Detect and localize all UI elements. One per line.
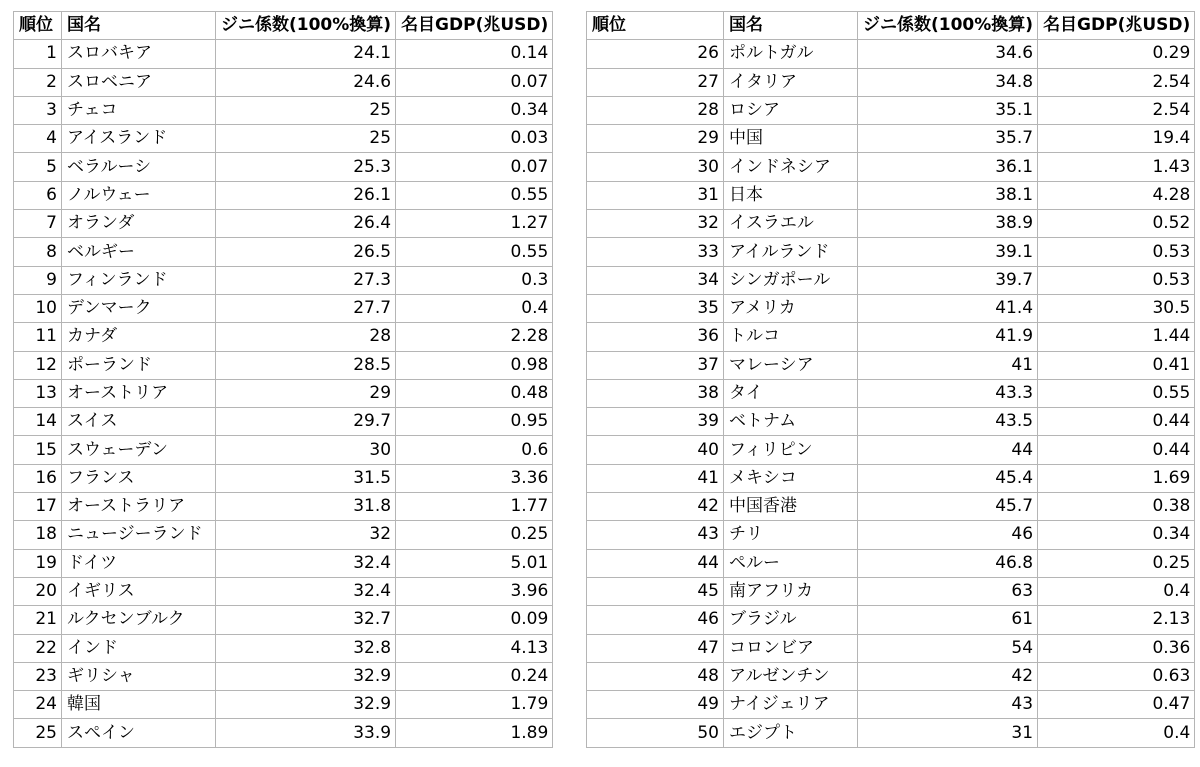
gini-cell: 63 bbox=[858, 577, 1038, 605]
rank-cell: 42 bbox=[587, 493, 724, 521]
gdp-cell: 3.96 bbox=[396, 577, 553, 605]
table-row bbox=[14, 577, 553, 605]
header-rank: 順位 bbox=[587, 12, 724, 40]
table-row bbox=[14, 351, 553, 379]
table-row bbox=[587, 408, 1195, 436]
rank-cell: 23 bbox=[14, 662, 62, 690]
gini-cell: 41 bbox=[858, 351, 1038, 379]
country-cell: フィリピン bbox=[724, 436, 858, 464]
table-row bbox=[14, 125, 553, 153]
gini-cell: 32.4 bbox=[216, 577, 396, 605]
country-cell: カナダ bbox=[62, 323, 216, 351]
table-row bbox=[14, 96, 553, 124]
country-cell: アイルランド bbox=[724, 238, 858, 266]
gdp-cell: 0.14 bbox=[396, 40, 553, 68]
country-cell: アメリカ bbox=[724, 294, 858, 322]
header-gini: ジニ係数(100%換算) bbox=[858, 12, 1038, 40]
gini-cell: 43 bbox=[858, 691, 1038, 719]
gini-cell: 61 bbox=[858, 606, 1038, 634]
gdp-cell: 0.34 bbox=[396, 96, 553, 124]
table-row bbox=[14, 719, 553, 747]
country-cell: イギリス bbox=[62, 577, 216, 605]
country-cell: スウェーデン bbox=[62, 436, 216, 464]
country-cell: ポーランド bbox=[62, 351, 216, 379]
gdp-cell: 0.98 bbox=[396, 351, 553, 379]
table-row bbox=[14, 408, 553, 436]
country-cell: ベトナム bbox=[724, 408, 858, 436]
rank-cell: 40 bbox=[587, 436, 724, 464]
table-row bbox=[587, 464, 1195, 492]
country-cell: ポルトガル bbox=[724, 40, 858, 68]
table-row bbox=[587, 96, 1195, 124]
gini-cell: 35.1 bbox=[858, 96, 1038, 124]
gdp-cell: 0.07 bbox=[396, 68, 553, 96]
header-country: 国名 bbox=[724, 12, 858, 40]
gini-cell: 32.8 bbox=[216, 634, 396, 662]
rank-cell: 18 bbox=[14, 521, 62, 549]
gdp-cell: 0.36 bbox=[1038, 634, 1195, 662]
gdp-cell: 0.55 bbox=[396, 181, 553, 209]
table-row bbox=[14, 266, 553, 294]
table-row bbox=[587, 634, 1195, 662]
gdp-cell: 4.28 bbox=[1038, 181, 1195, 209]
gini-cell: 25.3 bbox=[216, 153, 396, 181]
table-row bbox=[14, 493, 553, 521]
table-row bbox=[14, 238, 553, 266]
table-row bbox=[587, 379, 1195, 407]
gdp-cell: 2.28 bbox=[396, 323, 553, 351]
country-cell: チリ bbox=[724, 521, 858, 549]
table-row bbox=[14, 210, 553, 238]
rank-cell: 2 bbox=[14, 68, 62, 96]
rank-cell: 5 bbox=[14, 153, 62, 181]
table-row bbox=[14, 40, 553, 68]
rank-cell: 48 bbox=[587, 662, 724, 690]
rank-cell: 34 bbox=[587, 266, 724, 294]
gini-cell: 32.7 bbox=[216, 606, 396, 634]
rank-cell: 47 bbox=[587, 634, 724, 662]
rank-cell: 9 bbox=[14, 266, 62, 294]
gini-cell: 38.1 bbox=[858, 181, 1038, 209]
rank-cell: 38 bbox=[587, 379, 724, 407]
gdp-cell: 2.54 bbox=[1038, 68, 1195, 96]
rank-cell: 32 bbox=[587, 210, 724, 238]
country-cell: ニュージーランド bbox=[62, 521, 216, 549]
country-cell: ドイツ bbox=[62, 549, 216, 577]
gdp-cell: 5.01 bbox=[396, 549, 553, 577]
rank-cell: 29 bbox=[587, 125, 724, 153]
gini-cell: 29.7 bbox=[216, 408, 396, 436]
gdp-cell: 0.07 bbox=[396, 153, 553, 181]
gini-cell: 43.3 bbox=[858, 379, 1038, 407]
rank-cell: 50 bbox=[587, 719, 724, 747]
table-row bbox=[587, 577, 1195, 605]
gini-cell: 32.4 bbox=[216, 549, 396, 577]
gdp-cell: 0.95 bbox=[396, 408, 553, 436]
country-cell: マレーシア bbox=[724, 351, 858, 379]
gdp-cell: 0.47 bbox=[1038, 691, 1195, 719]
gdp-cell: 0.03 bbox=[396, 125, 553, 153]
rank-cell: 28 bbox=[587, 96, 724, 124]
rank-cell: 33 bbox=[587, 238, 724, 266]
country-cell: メキシコ bbox=[724, 464, 858, 492]
country-cell: コロンビア bbox=[724, 634, 858, 662]
table-row bbox=[587, 125, 1195, 153]
table-row bbox=[587, 153, 1195, 181]
gini-cell: 39.7 bbox=[858, 266, 1038, 294]
gdp-cell: 0.44 bbox=[1038, 408, 1195, 436]
table-row bbox=[587, 68, 1195, 96]
gini-cell: 41.4 bbox=[858, 294, 1038, 322]
gdp-cell: 30.5 bbox=[1038, 294, 1195, 322]
rank-cell: 17 bbox=[14, 493, 62, 521]
country-cell: ギリシャ bbox=[62, 662, 216, 690]
gini-cell: 39.1 bbox=[858, 238, 1038, 266]
country-cell: スロバキア bbox=[62, 40, 216, 68]
table-row bbox=[587, 493, 1195, 521]
gdp-cell: 0.6 bbox=[396, 436, 553, 464]
rank-cell: 44 bbox=[587, 549, 724, 577]
rank-cell: 24 bbox=[14, 691, 62, 719]
rank-cell: 30 bbox=[587, 153, 724, 181]
country-cell: スイス bbox=[62, 408, 216, 436]
gini-cell: 27.3 bbox=[216, 266, 396, 294]
rank-cell: 27 bbox=[587, 68, 724, 96]
country-cell: ロシア bbox=[724, 96, 858, 124]
gini-cell: 24.1 bbox=[216, 40, 396, 68]
table-row bbox=[587, 351, 1195, 379]
rank-cell: 26 bbox=[587, 40, 724, 68]
country-cell: フランス bbox=[62, 464, 216, 492]
gdp-cell: 0.41 bbox=[1038, 351, 1195, 379]
gini-cell: 34.6 bbox=[858, 40, 1038, 68]
gdp-cell: 0.55 bbox=[1038, 379, 1195, 407]
rank-cell: 41 bbox=[587, 464, 724, 492]
gini-cell: 26.5 bbox=[216, 238, 396, 266]
table-row bbox=[14, 379, 553, 407]
gdp-cell: 19.4 bbox=[1038, 125, 1195, 153]
rank-cell: 1 bbox=[14, 40, 62, 68]
gdp-cell: 1.69 bbox=[1038, 464, 1195, 492]
rank-cell: 10 bbox=[14, 294, 62, 322]
rank-cell: 20 bbox=[14, 577, 62, 605]
country-cell: 中国香港 bbox=[724, 493, 858, 521]
country-cell: ベルギー bbox=[62, 238, 216, 266]
gini-cell: 24.6 bbox=[216, 68, 396, 96]
country-cell: オーストリア bbox=[62, 379, 216, 407]
gini-cell: 36.1 bbox=[858, 153, 1038, 181]
gini-cell: 27.7 bbox=[216, 294, 396, 322]
country-cell: チェコ bbox=[62, 96, 216, 124]
table-row bbox=[587, 266, 1195, 294]
gini-cell: 35.7 bbox=[858, 125, 1038, 153]
gdp-cell: 1.43 bbox=[1038, 153, 1195, 181]
country-cell: アイスランド bbox=[62, 125, 216, 153]
gini-cell: 46.8 bbox=[858, 549, 1038, 577]
table-row bbox=[14, 436, 553, 464]
rank-cell: 19 bbox=[14, 549, 62, 577]
country-cell: フィンランド bbox=[62, 266, 216, 294]
table-row bbox=[587, 606, 1195, 634]
gini-cell: 29 bbox=[216, 379, 396, 407]
table-row bbox=[14, 662, 553, 690]
table-row bbox=[587, 294, 1195, 322]
gini-cell: 45.4 bbox=[858, 464, 1038, 492]
country-cell: イタリア bbox=[724, 68, 858, 96]
table-row bbox=[14, 606, 553, 634]
table-row bbox=[14, 691, 553, 719]
gdp-cell: 3.36 bbox=[396, 464, 553, 492]
rank-cell: 36 bbox=[587, 323, 724, 351]
table-row bbox=[587, 323, 1195, 351]
gdp-cell: 2.13 bbox=[1038, 606, 1195, 634]
gini-cell: 43.5 bbox=[858, 408, 1038, 436]
table-row bbox=[587, 436, 1195, 464]
gini-table-right bbox=[586, 11, 1195, 748]
gdp-cell: 1.77 bbox=[396, 493, 553, 521]
gdp-cell: 0.63 bbox=[1038, 662, 1195, 690]
gdp-cell: 0.09 bbox=[396, 606, 553, 634]
header-gdp: 名目GDP(兆USD) bbox=[1038, 12, 1195, 40]
rank-cell: 22 bbox=[14, 634, 62, 662]
country-cell: ノルウェー bbox=[62, 181, 216, 209]
table-row bbox=[587, 181, 1195, 209]
rank-cell: 31 bbox=[587, 181, 724, 209]
gdp-cell: 0.34 bbox=[1038, 521, 1195, 549]
country-cell: アルゼンチン bbox=[724, 662, 858, 690]
gini-cell: 26.4 bbox=[216, 210, 396, 238]
gini-cell: 25 bbox=[216, 96, 396, 124]
country-cell: インドネシア bbox=[724, 153, 858, 181]
rank-cell: 13 bbox=[14, 379, 62, 407]
table-row bbox=[587, 238, 1195, 266]
table-row bbox=[587, 521, 1195, 549]
table-row bbox=[587, 210, 1195, 238]
table-header-row bbox=[14, 12, 553, 40]
gini-cell: 25 bbox=[216, 125, 396, 153]
gdp-cell: 0.4 bbox=[396, 294, 553, 322]
gini-cell: 42 bbox=[858, 662, 1038, 690]
gdp-cell: 0.3 bbox=[396, 266, 553, 294]
country-cell: ナイジェリア bbox=[724, 691, 858, 719]
gdp-cell: 1.27 bbox=[396, 210, 553, 238]
gini-cell: 31.8 bbox=[216, 493, 396, 521]
gdp-cell: 0.52 bbox=[1038, 210, 1195, 238]
table-header-row bbox=[587, 12, 1195, 40]
table-row bbox=[14, 294, 553, 322]
table-row bbox=[587, 40, 1195, 68]
gini-cell: 32 bbox=[216, 521, 396, 549]
country-cell: スロベニア bbox=[62, 68, 216, 96]
country-cell: 韓国 bbox=[62, 691, 216, 719]
header-gini: ジニ係数(100%換算) bbox=[216, 12, 396, 40]
gdp-cell: 0.4 bbox=[1038, 577, 1195, 605]
rank-cell: 21 bbox=[14, 606, 62, 634]
rank-cell: 49 bbox=[587, 691, 724, 719]
country-cell: 南アフリカ bbox=[724, 577, 858, 605]
table-row bbox=[587, 662, 1195, 690]
table-row bbox=[14, 181, 553, 209]
gini-cell: 34.8 bbox=[858, 68, 1038, 96]
table-row bbox=[14, 521, 553, 549]
gdp-cell: 1.89 bbox=[396, 719, 553, 747]
rank-cell: 45 bbox=[587, 577, 724, 605]
country-cell: トルコ bbox=[724, 323, 858, 351]
gini-cell: 32.9 bbox=[216, 691, 396, 719]
country-cell: イスラエル bbox=[724, 210, 858, 238]
table-row bbox=[14, 464, 553, 492]
gdp-cell: 0.25 bbox=[1038, 549, 1195, 577]
gini-cell: 44 bbox=[858, 436, 1038, 464]
country-cell: ペルー bbox=[724, 549, 858, 577]
gini-cell: 41.9 bbox=[858, 323, 1038, 351]
rank-cell: 39 bbox=[587, 408, 724, 436]
rank-cell: 8 bbox=[14, 238, 62, 266]
gdp-cell: 1.79 bbox=[396, 691, 553, 719]
table-row bbox=[14, 549, 553, 577]
table-row bbox=[587, 691, 1195, 719]
gdp-cell: 0.24 bbox=[396, 662, 553, 690]
gini-cell: 31 bbox=[858, 719, 1038, 747]
table-row bbox=[14, 323, 553, 351]
gdp-cell: 0.53 bbox=[1038, 238, 1195, 266]
country-cell: インド bbox=[62, 634, 216, 662]
gdp-cell: 2.54 bbox=[1038, 96, 1195, 124]
country-cell: ベラルーシ bbox=[62, 153, 216, 181]
table-row bbox=[587, 549, 1195, 577]
country-cell: エジプト bbox=[724, 719, 858, 747]
rank-cell: 15 bbox=[14, 436, 62, 464]
gdp-cell: 1.44 bbox=[1038, 323, 1195, 351]
country-cell: デンマーク bbox=[62, 294, 216, 322]
rank-cell: 14 bbox=[14, 408, 62, 436]
gini-cell: 28.5 bbox=[216, 351, 396, 379]
country-cell: シンガポール bbox=[724, 266, 858, 294]
header-country: 国名 bbox=[62, 12, 216, 40]
rank-cell: 16 bbox=[14, 464, 62, 492]
country-cell: オーストラリア bbox=[62, 493, 216, 521]
rank-cell: 37 bbox=[587, 351, 724, 379]
rank-cell: 6 bbox=[14, 181, 62, 209]
gini-table-left bbox=[13, 11, 553, 748]
country-cell: ブラジル bbox=[724, 606, 858, 634]
table-row bbox=[14, 634, 553, 662]
gdp-cell: 0.29 bbox=[1038, 40, 1195, 68]
table-row bbox=[587, 719, 1195, 747]
gdp-cell: 4.13 bbox=[396, 634, 553, 662]
country-cell: 中国 bbox=[724, 125, 858, 153]
rank-cell: 12 bbox=[14, 351, 62, 379]
header-rank: 順位 bbox=[14, 12, 62, 40]
gini-cell: 30 bbox=[216, 436, 396, 464]
gdp-cell: 0.38 bbox=[1038, 493, 1195, 521]
gdp-cell: 0.53 bbox=[1038, 266, 1195, 294]
rank-cell: 7 bbox=[14, 210, 62, 238]
gdp-cell: 0.4 bbox=[1038, 719, 1195, 747]
gdp-cell: 0.55 bbox=[396, 238, 553, 266]
table-row bbox=[14, 68, 553, 96]
rank-cell: 46 bbox=[587, 606, 724, 634]
gdp-cell: 0.44 bbox=[1038, 436, 1195, 464]
country-cell: スペイン bbox=[62, 719, 216, 747]
gdp-cell: 0.25 bbox=[396, 521, 553, 549]
country-cell: 日本 bbox=[724, 181, 858, 209]
country-cell: オランダ bbox=[62, 210, 216, 238]
gini-cell: 38.9 bbox=[858, 210, 1038, 238]
rank-cell: 11 bbox=[14, 323, 62, 351]
country-cell: タイ bbox=[724, 379, 858, 407]
rank-cell: 3 bbox=[14, 96, 62, 124]
gini-cell: 33.9 bbox=[216, 719, 396, 747]
gini-cell: 45.7 bbox=[858, 493, 1038, 521]
gini-cell: 26.1 bbox=[216, 181, 396, 209]
rank-cell: 4 bbox=[14, 125, 62, 153]
gini-cell: 32.9 bbox=[216, 662, 396, 690]
gini-cell: 28 bbox=[216, 323, 396, 351]
rank-cell: 25 bbox=[14, 719, 62, 747]
header-gdp: 名目GDP(兆USD) bbox=[396, 12, 553, 40]
country-cell: ルクセンブルク bbox=[62, 606, 216, 634]
gini-cell: 46 bbox=[858, 521, 1038, 549]
rank-cell: 35 bbox=[587, 294, 724, 322]
gini-cell: 54 bbox=[858, 634, 1038, 662]
rank-cell: 43 bbox=[587, 521, 724, 549]
table-row bbox=[14, 153, 553, 181]
gini-cell: 31.5 bbox=[216, 464, 396, 492]
gdp-cell: 0.48 bbox=[396, 379, 553, 407]
